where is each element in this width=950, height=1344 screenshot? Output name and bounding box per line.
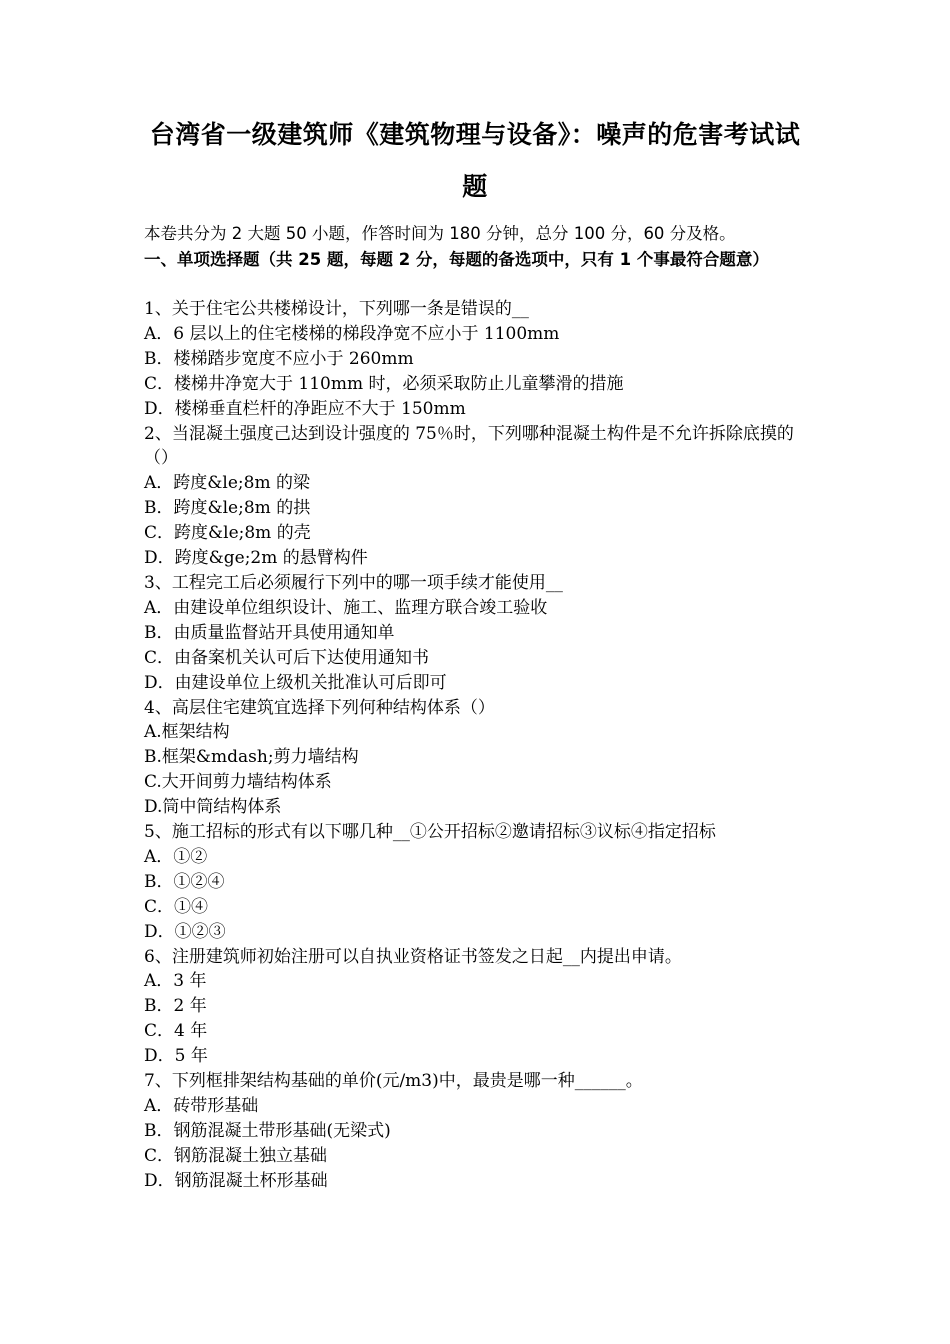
option-c: C．①④ xyxy=(144,896,209,917)
question-2 xyxy=(144,422,816,571)
option-b: B．由质量监督站开具使用通知单 xyxy=(144,622,395,643)
question-stem: 2、当混凝土强度己达到设计强度的 75％时，下列哪种混凝土构件是不允许拆除底摸的（） xyxy=(144,423,794,469)
option-b: B．2 年 xyxy=(144,996,207,1017)
question-list xyxy=(144,297,816,1194)
option-b: B．钢筋混凝土带形基础(无梁式) xyxy=(144,1120,391,1141)
option-a: A．①② xyxy=(144,846,208,867)
option-a: A．由建设单位组织设计、施工、监理方联合竣工验收 xyxy=(144,597,548,618)
exam-intro: 本卷共分为 2 大题 50 小题，作答时间为 180 分钟，总分 100 分，60 分及格。 xyxy=(144,224,736,243)
question-5 xyxy=(144,820,816,945)
question-stem: 4、高层住宅建筑宜选择下列何种结构体系（） xyxy=(144,697,495,718)
option-c: C．跨度&le;8m 的壳 xyxy=(144,523,311,544)
option-c: C．楼梯井净宽大于 110mm 时，必须采取防止儿童攀滑的措施 xyxy=(144,373,624,394)
option-a: A.框架结构 xyxy=(144,722,230,743)
option-a: A．跨度&le;8m 的梁 xyxy=(144,473,310,494)
question-stem: 6、注册建筑师初始注册可以自执业资格证书签发之日起__内提出申请。 xyxy=(144,946,682,967)
option-b: B．①②④ xyxy=(144,871,225,892)
question-1 xyxy=(144,297,816,422)
option-c: C．由备案机关认可后下达使用通知书 xyxy=(144,647,430,668)
option-d: D．5 年 xyxy=(144,1046,208,1067)
question-7 xyxy=(144,1069,816,1194)
option-d: D．楼梯垂直栏杆的净距应不大于 150mm xyxy=(144,398,466,419)
option-b: B．跨度&le;8m 的拱 xyxy=(144,498,311,519)
question-6 xyxy=(144,945,816,1070)
option-d: D．①②③ xyxy=(144,921,226,942)
question-4 xyxy=(144,696,816,821)
option-a: A．3 年 xyxy=(144,971,207,992)
question-stem: 3、工程完工后必须履行下列中的哪一项手续才能使用__ xyxy=(144,572,563,593)
option-b: B.框架&mdash;剪力墙结构 xyxy=(144,747,359,768)
section-heading: 一、单项选择题（共 25 题，每题 2 分，每题的备选项中，只有 1 个事最符合题意） xyxy=(144,250,769,269)
document-title-line-2: 题 xyxy=(462,172,488,201)
option-a: A．砖带形基础 xyxy=(144,1096,259,1116)
question-stem: 7、下列框排架结构基础的单价(元/m3)中，最贵是哪一种______。 xyxy=(144,1071,643,1092)
option-d: D．钢筋混凝土杯形基础 xyxy=(144,1170,328,1191)
option-c: C.大开间剪力墙结构体系 xyxy=(144,772,332,793)
option-b: B．楼梯踏步宽度不应小于 260mm xyxy=(144,348,414,369)
question-stem: 5、施工招标的形式有以下哪几种__①公开招标②邀请招标③议标④指定招标 xyxy=(144,822,716,843)
option-d: D.筒中筒结构体系 xyxy=(144,797,282,818)
document-title-line-1: 台湾省一级建筑师《建筑物理与设备》：噪声的危害考试试 xyxy=(149,120,801,149)
question-3 xyxy=(144,571,816,696)
question-stem: 1、关于住宅公共楼梯设计，下列哪一条是错误的__ xyxy=(144,299,529,319)
option-d: D．跨度&ge;2m 的悬臂构件 xyxy=(144,548,368,569)
option-a: A．6 层以上的住宅楼梯的梯段净宽不应小于 1100mm xyxy=(144,323,560,344)
option-c: C．4 年 xyxy=(144,1021,208,1042)
option-c: C．钢筋混凝土独立基础 xyxy=(144,1145,328,1166)
option-d: D．由建设单位上级机关批准认可后即可 xyxy=(144,672,447,693)
